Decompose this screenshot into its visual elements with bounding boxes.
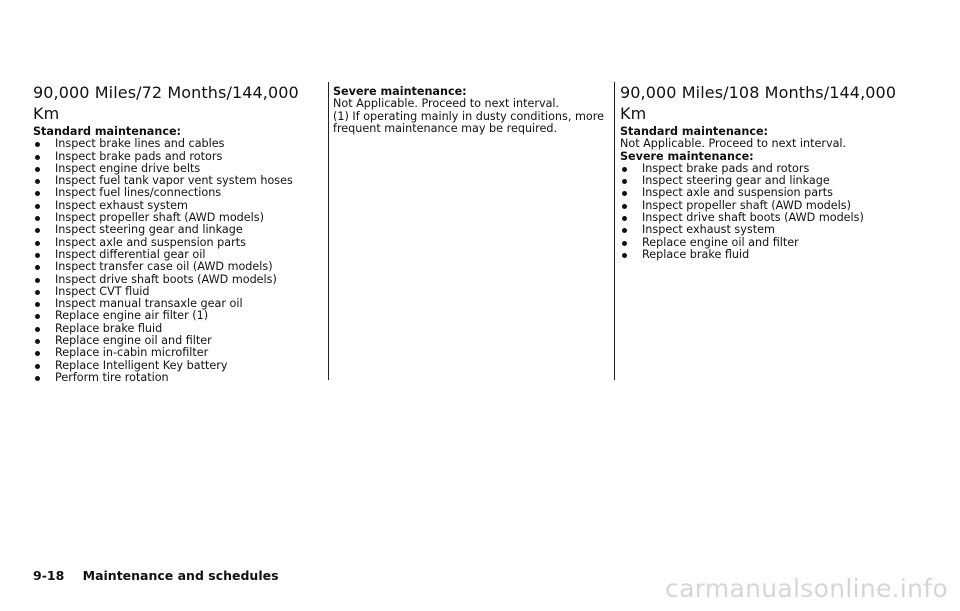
bullet-icon xyxy=(35,278,40,283)
bullet-icon xyxy=(35,142,40,147)
bullet-icon xyxy=(35,364,40,369)
list-item-text: Replace engine oil and filter xyxy=(55,334,212,348)
list-item-text: Inspect fuel tank vapor vent system hoses xyxy=(55,174,293,188)
bullet-icon xyxy=(35,314,40,319)
right-severe-label: Severe maintenance: xyxy=(620,149,754,163)
list-item-text: Inspect propeller shaft (AWD models) xyxy=(55,211,264,225)
list-item-text: Replace brake fluid xyxy=(642,247,750,261)
list-item-text: Inspect exhaust system xyxy=(55,198,188,212)
list-item-text: Inspect manual transaxle gear oil xyxy=(55,297,243,311)
bullet-icon xyxy=(35,253,40,258)
list-item-text: Inspect CVT fluid xyxy=(55,284,150,298)
bullet-icon xyxy=(35,327,40,332)
right-heading: 90,000 Miles/108 Months/144,000 Km xyxy=(620,83,897,123)
bullet-icon xyxy=(622,253,627,258)
list-item-text: Replace engine air filter (1) xyxy=(55,309,209,323)
right-standard-label: Standard maintenance: xyxy=(620,125,769,138)
list-item-text: Inspect differential gear oil xyxy=(55,247,206,261)
bullet-icon xyxy=(35,241,40,246)
footnote: (1) If operating mainly in dusty conditions, more frequent maintenance may be required. xyxy=(333,109,604,135)
watermark: carmanualsonline.info xyxy=(665,574,948,603)
page-footer xyxy=(33,568,279,583)
list-item-text: Inspect steering gear and linkage xyxy=(55,223,243,237)
bullet-icon xyxy=(622,241,627,246)
bullet-icon xyxy=(35,155,40,160)
bullet-icon xyxy=(35,216,40,221)
list-item-text: Inspect brake pads and rotors xyxy=(642,161,810,175)
list-item xyxy=(620,249,920,261)
bullet-icon xyxy=(35,290,40,295)
right-severe-list xyxy=(620,163,920,261)
left-standard-list xyxy=(33,138,323,384)
list-item-text: Inspect brake pads and rotors xyxy=(55,149,223,163)
bullet-icon xyxy=(622,191,627,196)
list-item-text: Perform tire rotation xyxy=(55,370,169,384)
list-item xyxy=(33,372,323,384)
bullet-icon xyxy=(35,376,40,381)
list-item-text: Inspect drive shaft boots (AWD models) xyxy=(642,211,864,225)
bullet-icon xyxy=(35,191,40,196)
right-standard-text: Not Applicable. Proceed to next interval. xyxy=(620,137,847,151)
middle-severe-label: Severe maintenance: xyxy=(333,85,467,98)
bullet-icon xyxy=(622,216,627,221)
middle-severe-text: Not Applicable. Proceed to next interval. xyxy=(333,97,560,111)
list-item-text: Replace in-cabin microfilter xyxy=(55,346,209,360)
list-item-text: Inspect drive shaft boots (AWD models) xyxy=(55,272,277,286)
bullet-icon xyxy=(35,302,40,307)
bullet-icon xyxy=(35,351,40,356)
left-standard-label: Standard maintenance: xyxy=(33,125,182,138)
column-divider xyxy=(328,82,329,380)
bullet-icon xyxy=(35,204,40,209)
list-item-text: Inspect steering gear and linkage xyxy=(642,174,830,188)
list-item-text: Replace engine oil and filter xyxy=(642,235,799,249)
list-item-text: Inspect engine drive belts xyxy=(55,161,201,175)
list-item-text: Inspect transfer case oil (AWD models) xyxy=(55,260,273,274)
bullet-icon xyxy=(622,228,627,233)
bullet-icon xyxy=(622,167,627,172)
right-column xyxy=(620,82,920,261)
list-item-text: Inspect brake lines and cables xyxy=(55,137,225,151)
list-item-text: Replace brake fluid xyxy=(55,321,163,335)
bullet-icon xyxy=(622,204,627,209)
bullet-icon xyxy=(35,339,40,344)
list-item-text: Replace Intelligent Key battery xyxy=(55,358,228,372)
left-column xyxy=(33,82,323,384)
middle-column xyxy=(333,86,611,135)
bullet-icon xyxy=(622,179,627,184)
list-item-text: Inspect exhaust system xyxy=(642,223,775,237)
bullet-icon xyxy=(35,179,40,184)
list-item-text: Inspect axle and suspension parts xyxy=(55,235,246,249)
bullet-icon xyxy=(35,228,40,233)
list-item-text: Inspect axle and suspension parts xyxy=(642,186,833,200)
section-title: Maintenance and schedules xyxy=(82,568,279,583)
list-item-text: Inspect fuel lines/connections xyxy=(55,186,222,200)
list-item-text: Inspect propeller shaft (AWD models) xyxy=(642,198,851,212)
page-number: 9-18 xyxy=(33,568,65,583)
column-divider xyxy=(614,82,615,380)
left-heading: 90,000 Miles/72 Months/144,000 Km xyxy=(33,83,299,123)
bullet-icon xyxy=(35,265,40,270)
bullet-icon xyxy=(35,167,40,172)
